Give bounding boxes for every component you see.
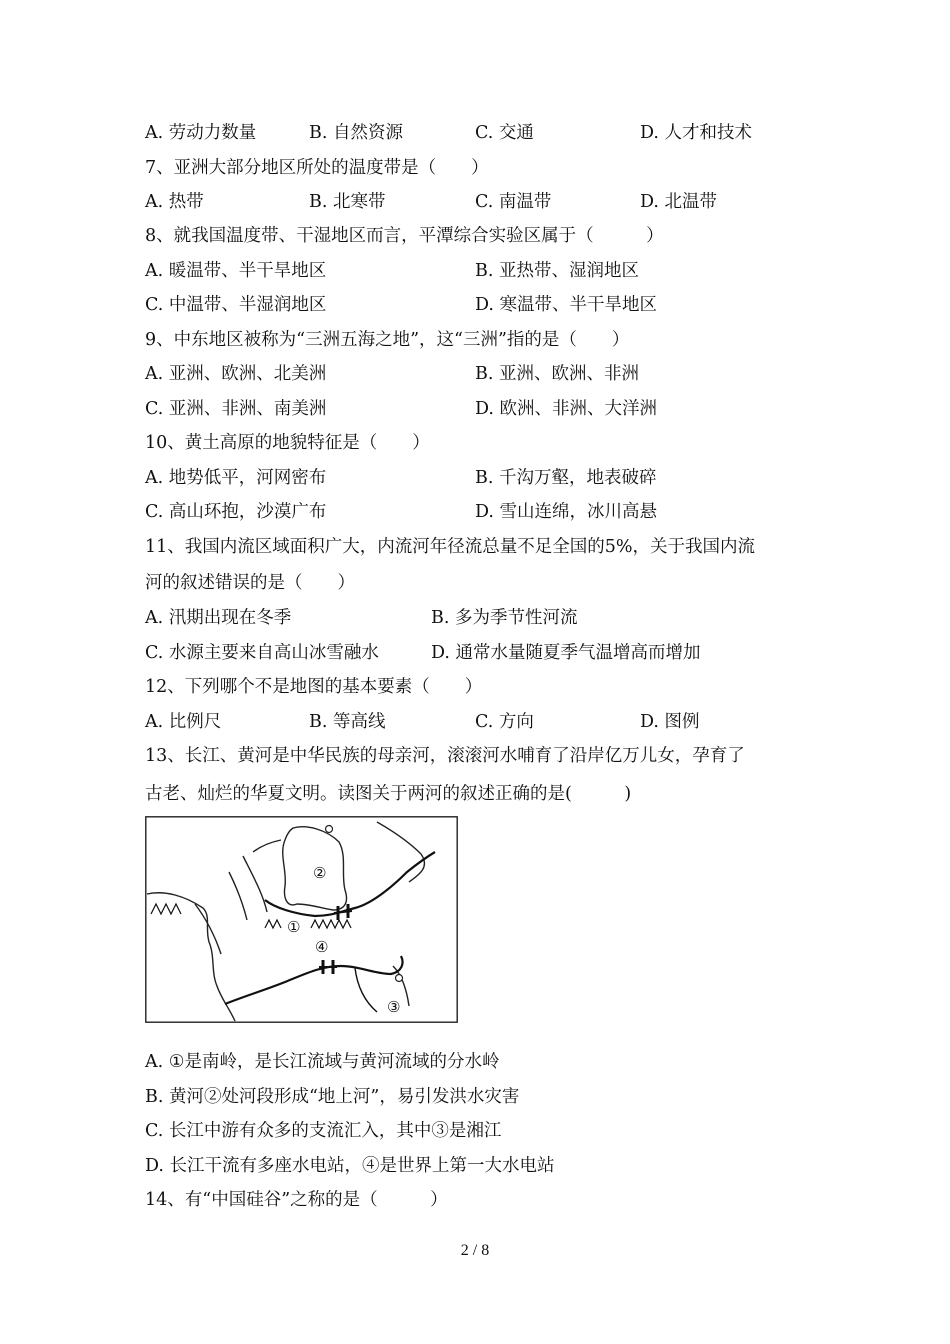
q6-option-d: D. 人才和技术 — [640, 123, 753, 143]
q11-stem-line1: 11、我国内流区域面积广大，内流河年径流总量不足全国的5%，关于我国内流 — [145, 537, 756, 557]
q13-stem-line2: 古老、灿烂的华夏文明。读图关于两河的叙述正确的是( ) — [145, 784, 632, 804]
q7-option-c: C. 南温带 — [475, 192, 552, 212]
q13-stem-line1: 13、长江、黄河是中华民族的母亲河，滚滚河水哺育了沿岸亿万儿女，孕育了 — [145, 746, 745, 766]
q12-option-b: B. 等高线 — [309, 712, 386, 732]
q7-stem: 7、亚洲大部分地区所处的温度带是（ ） — [145, 158, 489, 178]
q11-option-b: B. 多为季节性河流 — [431, 608, 578, 628]
q7-option-b: B. 北寒带 — [309, 192, 386, 212]
map-label-1: ① — [287, 918, 301, 936]
q13-option-d: D. 长江干流有多座水电站，④是世界上第一大水电站 — [145, 1156, 555, 1176]
q11-option-c: C. 水源主要来自高山冰雪融水 — [145, 643, 379, 663]
q7-option-a: A. 热带 — [145, 192, 204, 212]
q12-option-a: A. 比例尺 — [145, 712, 222, 732]
q12-option-c: C. 方向 — [475, 712, 534, 732]
q10-option-b: B. 千沟万壑，地表破碎 — [475, 468, 657, 488]
q12-option-d: D. 图例 — [640, 712, 700, 732]
q9-stem: 9、中东地区被称为“三洲五海之地”，这“三洲”指的是（ ） — [145, 330, 630, 350]
q14-stem: 14、有“中国硅谷”之称的是（ ） — [145, 1190, 448, 1210]
q10-option-c: C. 高山环抱，沙漠广布 — [145, 502, 327, 522]
map-label-2: ② — [313, 864, 327, 882]
rivers-map — [145, 816, 458, 1023]
q11-option-a: A. 汛期出现在冬季 — [145, 608, 292, 628]
q8-option-b: B. 亚热带、湿润地区 — [475, 261, 639, 281]
q10-stem: 10、黄土高原的地貌特征是（ ） — [145, 433, 430, 453]
q8-option-c: C. 中温带、半湿润地区 — [145, 295, 327, 315]
q6-option-c: C. 交通 — [475, 123, 534, 143]
map-label-3: ③ — [387, 998, 401, 1016]
city-marker — [326, 826, 333, 833]
q11-stem-line2: 河的叙述错误的是（ ） — [145, 573, 355, 593]
q13-option-c: C. 长江中游有众多的支流汇入，其中③是湘江 — [145, 1121, 502, 1141]
city-marker — [396, 975, 403, 982]
q6-option-b: B. 自然资源 — [309, 123, 403, 143]
q8-stem: 8、就我国温度带、干湿地区而言，平潭综合实验区属于（ ） — [145, 226, 664, 246]
map-frame — [146, 817, 457, 1022]
q9-option-d: D. 欧洲、非洲、大洋洲 — [475, 399, 658, 419]
q7-option-d: D. 北温带 — [640, 192, 718, 212]
map-label-4: ④ — [315, 938, 329, 956]
q8-option-d: D. 寒温带、半干旱地区 — [475, 295, 658, 315]
q10-option-a: A. 地势低平，河网密布 — [145, 468, 327, 488]
q9-option-c: C. 亚洲、非洲、南美洲 — [145, 399, 327, 419]
q6-option-a: A. 劳动力数量 — [145, 123, 257, 143]
q9-option-b: B. 亚洲、欧洲、非洲 — [475, 364, 639, 384]
q13-option-b: B. 黄河②处河段形成“地上河”，易引发洪水灾害 — [145, 1087, 520, 1107]
q8-option-a: A. 暖温带、半干旱地区 — [145, 261, 327, 281]
q9-option-a: A. 亚洲、欧洲、北美洲 — [145, 364, 327, 384]
q13-option-a: A. ①是南岭，是长江流域与黄河流域的分水岭 — [145, 1052, 500, 1072]
q10-option-d: D. 雪山连绵，冰川高悬 — [475, 502, 658, 522]
page-number: 2 / 8 — [460, 1242, 490, 1259]
q12-stem: 12、下列哪个不是地图的基本要素（ ） — [145, 677, 483, 697]
q11-option-d: D. 通常水量随夏季气温增高而增加 — [431, 643, 701, 663]
